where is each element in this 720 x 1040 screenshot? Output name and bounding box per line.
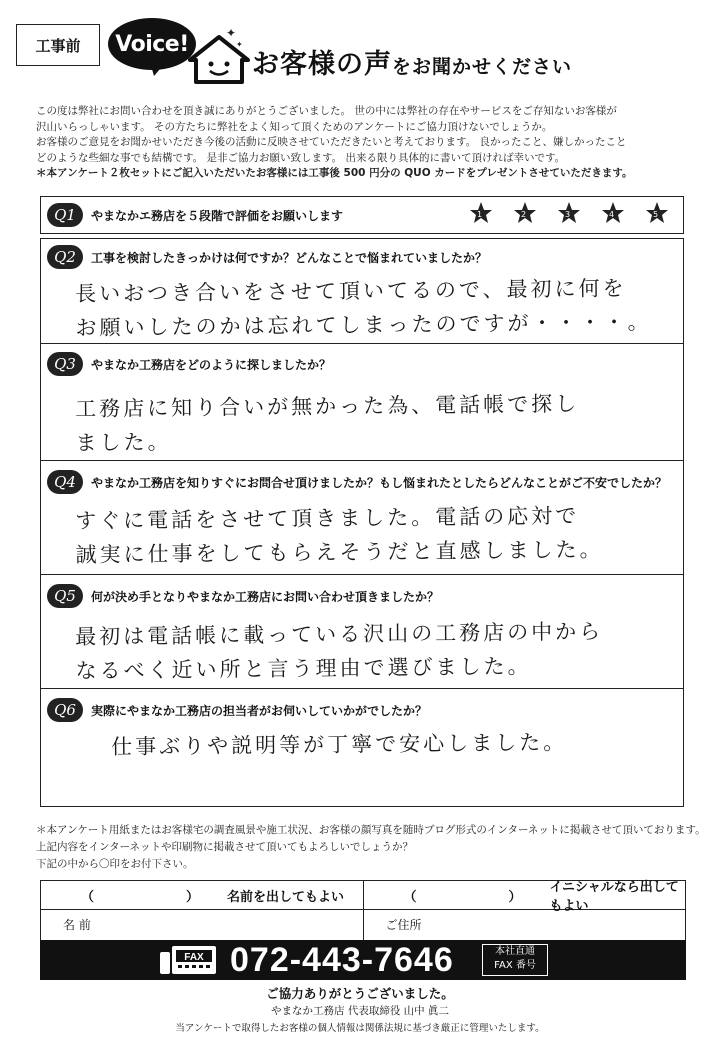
answer-line: すぐに電話をさせて頂きました。電話の応対で [75,503,580,533]
q5-question: 何が決め手となりやまなか工務店にお問い合わせ頂きましたか？ [91,589,440,604]
answer-line: 仕事ぶりや説明等が丁寧で安心しました。 [111,730,568,759]
answer-line: 工務店に知り合いが無かった為、電話帳で探し [75,391,580,421]
q6-question: 実際にやまなか工務店の担当者がお伺いしていかがでしたか？ [91,703,428,718]
star-icon[interactable] [557,201,581,227]
q4-box [40,460,684,575]
name-label: 名 前 [63,918,91,932]
company-signature: やまなか工務店 代表取締役 山中 眞二 [270,1005,449,1017]
answer-line: 長いおつき合いをさせて頂いてるので、最初に何を [75,276,627,306]
title-sub: をお聞かせください [392,56,573,78]
page-title [252,42,572,81]
fax-direct-line: FAX 番号 [494,960,536,971]
address-field[interactable] [363,910,686,940]
fax-direct-label [482,944,548,976]
option-name-label: 名前を出してもよい [227,889,345,905]
fax-bar [40,940,686,980]
fax-direct-line: 本社直通 [495,946,535,957]
q1-badge: Q1 [47,203,83,227]
q1-rating-row [40,196,684,234]
answer-line: ました。 [75,429,172,455]
q5-answer[interactable] [75,614,604,688]
fax-icon-label: FAX [184,952,204,963]
q3-question: やまなか工務店をどのように探しましたか？ [91,357,332,372]
q6-badge: Q6 [47,698,83,722]
intro-line: この度は弊社にお問い合わせを頂き誠にありがとうございました。 世の中には弊社の存在やサービスをご存知ないお客様が [36,105,617,117]
speech-tail-icon [150,62,170,78]
answer-line: なるべく近い所と言う理由で選びました。 [75,654,532,683]
intro-line: 沢山いらっしゃいます。 その方たちに弊社をよく知って頂くためのアンケートにご協力頂けないでしょうか。 [36,120,553,133]
intro-line: どのような些細な事でも結構です。 是非ご協力お願い致します。 出来る限り具体的に書いて頂ければ幸いです。 [36,151,566,164]
q4-badge: Q4 [47,470,83,494]
option-initial-label: イニシャルなら出してもよい [549,880,679,914]
star-icon[interactable] [469,201,493,227]
answer-line: 最初は電話帳に載っている沢山の工務店の中から [75,619,604,649]
star-icon[interactable] [601,201,625,227]
fax-machine-icon [160,944,218,976]
q2-answer[interactable] [75,271,652,345]
option-name-ok[interactable] [41,881,363,909]
star-number: 4 [609,210,615,219]
star-icon[interactable] [645,201,669,227]
q3-badge: Q3 [47,352,83,376]
q4-question: やまなか工務店を知りすぐにお問合せ頂けましたか？もし悩まれたとしたらどんなことがご不安でしたか？ [91,475,668,490]
q4-answer[interactable] [75,498,604,572]
star-number: 5 [653,210,659,219]
star-number: 1 [477,210,483,219]
q6-box [40,688,684,807]
star-rating[interactable] [469,201,669,227]
intro-line: お客様のご意見をお聞かせいただき今後の活動に反映させていただきたいと考えております。 良かったこと、嫌しかったこと [36,136,627,148]
checkbox-paren[interactable]: （ ） [81,889,222,905]
q5-badge: Q5 [47,584,83,608]
title-main: お客様の声 [252,49,392,80]
publication-form [40,880,686,941]
note-line: ＊本アンケート用紙またはお客様宅の調査風景や施工状況、お客様の顔写真を随時ブログ形式のインターネットに掲載させて頂いております。 [36,824,706,836]
star-number: 3 [565,210,571,219]
q6-answer[interactable] [111,725,567,764]
intro-text [36,104,696,182]
checkbox-paren[interactable]: （ ） [403,889,544,905]
note-line: 上記内容をインターネットや印刷物に掲載させて頂いてもよろしいでしょうか？ [36,841,414,853]
voice-label: Voice! [115,31,189,57]
publication-note [36,822,706,873]
sparkle-icon: ✦ [236,40,243,49]
q3-answer[interactable] [75,387,580,460]
fax-number: 072-443-7646 [230,941,454,979]
sparkle-icon: ✦ [226,26,237,40]
option-initial-ok[interactable] [363,880,686,914]
privacy-note: 当アンケートで取得したお客様の個人情報は関係法規に基づき厳正に管理いたします。 [175,1023,545,1034]
thanks-text: ご協力ありがとうございました。 [266,986,454,1001]
q2-box [40,238,684,344]
q3-box [40,342,684,461]
form-tag: 工事前 [16,24,100,66]
address-label: ご住所 [385,918,422,932]
q2-badge: Q2 [47,245,83,269]
q5-box [40,574,684,689]
note-line: 下記の中から〇印をお付下さい。 [36,858,194,870]
answer-line: お願いしたのかは忘れてしまったのですが・・・・。 [75,309,652,340]
star-number: 2 [521,210,527,219]
q2-question: 工事を検討したきっかけは何ですか？どんなことで悩まれていましたか？ [91,250,488,265]
answer-line: 誠実に仕事をしてもらえそうだと直感しました。 [75,537,604,567]
star-icon[interactable] [513,201,537,227]
name-field[interactable] [41,910,363,940]
intro-line: ＊本アンケート２枚セットにご記入いただいたお客様には工事後 500 円分の QUO カードをプレゼントさせていただきます。 [36,167,633,179]
q1-question: やまなかエ務店を５段階で評価をお願いします [91,208,344,223]
